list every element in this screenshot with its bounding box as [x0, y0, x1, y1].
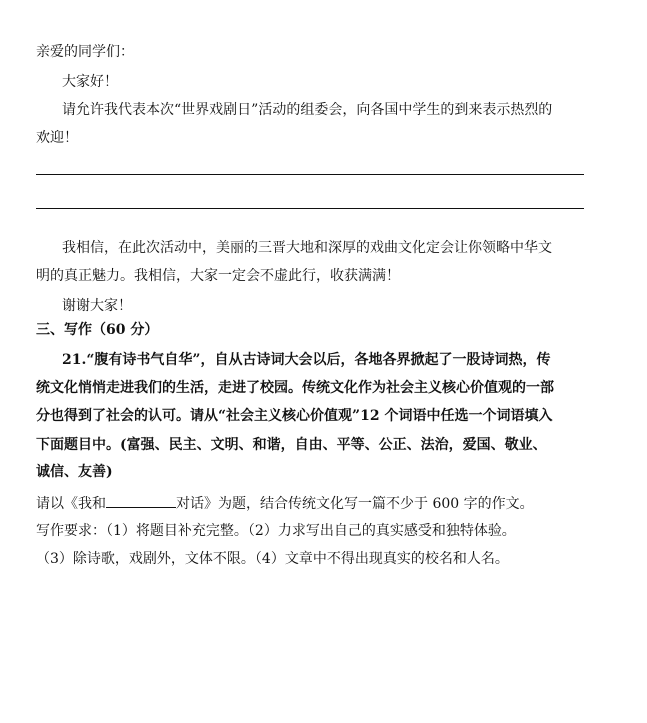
- letter-closing-line1: 我相信，在此次活动中，美丽的三晋大地和深厚的戏曲文化定会让你领略中华文: [62, 240, 552, 256]
- question-line4: 下面题目中。(富强、民主、文明、和谐，自由、平等、公正、法治，爱国、敬业、: [36, 437, 547, 453]
- essay-prompt-prefix: 请以《我和: [36, 496, 106, 512]
- letter-intro-line2: 欢迎！: [36, 130, 78, 146]
- answer-blank-line-1: [36, 174, 584, 175]
- letter-salutation: 亲爱的同学们：: [36, 44, 134, 60]
- question-line5: 诚信、友善): [36, 464, 113, 480]
- letter-greeting: 大家好！: [62, 74, 118, 90]
- question-line3: 分也得到了社会的认可。请从“社会主义核心价值观”12 个词语中任选一个词语填入: [36, 408, 553, 424]
- essay-prompt: [36, 493, 534, 514]
- requirements-line2: （3）除诗歌，戏剧外，文体不限。（4）文章中不得出现真实的校名和人名。: [36, 551, 509, 567]
- letter-closing-line2: 明的真正魅力。我相信，大家一定会不虚此行，收获满满！: [36, 268, 400, 284]
- answer-blank-line-2: [36, 208, 584, 209]
- requirements-line1: 写作要求：（1）将题目补充完整。（2）力求写出自己的真实感受和独特体验。: [36, 523, 516, 539]
- letter-thanks: 谢谢大家！: [62, 298, 132, 314]
- section-heading: 三、写作（60 分）: [36, 322, 159, 338]
- essay-prompt-suffix: 对话》为题，结合传统文化写一篇不少于 600 字的作文。: [176, 496, 534, 512]
- question-line1: 21.“腹有诗书气自华”，自从古诗词大会以后，各地各界掀起了一股诗词热，传: [62, 352, 551, 368]
- letter-intro-line1: 请允许我代表本次“世界戏剧日”活动的组委会，向各国中学生的到来表示热烈的: [62, 102, 553, 118]
- title-fill-blank: [106, 493, 176, 508]
- question-line2: 统文化悄悄走进我们的生活，走进了校园。传统文化作为社会主义核心价值观的一部: [36, 380, 554, 396]
